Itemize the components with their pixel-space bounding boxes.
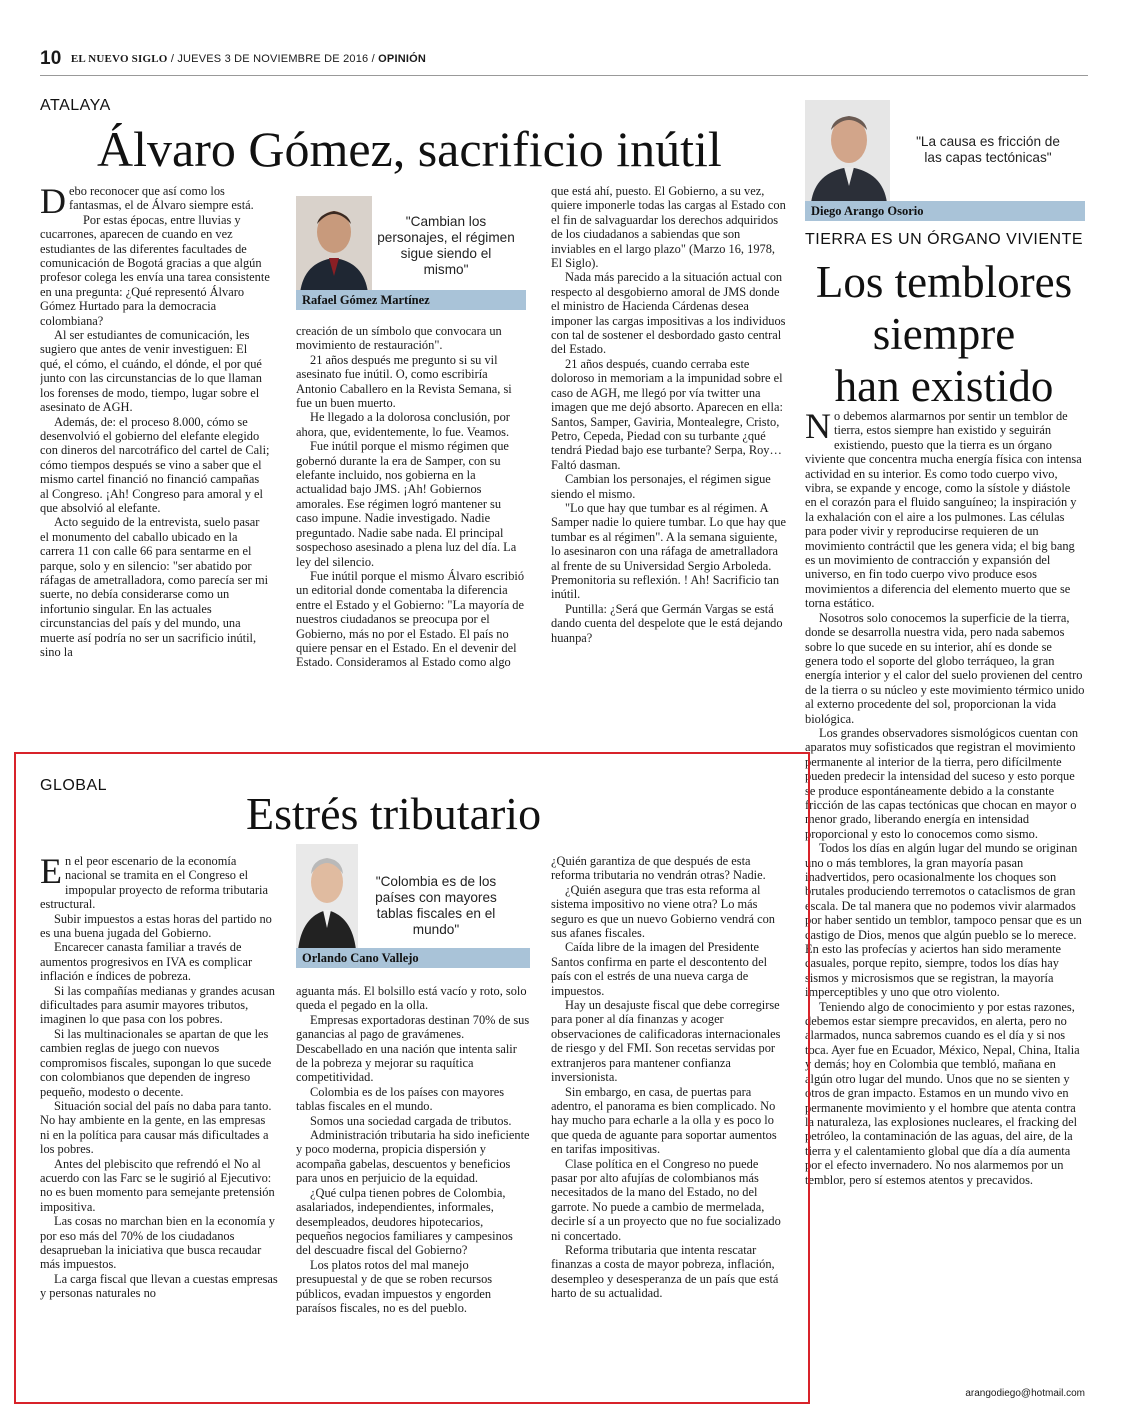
header-rule <box>40 75 1088 76</box>
paragraph: 21 años después, cuando cerraba este doloroso in memoriam a la impunidad sobre el caso de AGH, me llegó por vía twitter una imagen que me dejó absorto. Aparecen en ella: Santos, Samper, Gaviria, Montealegre, Cristo, Petro, Cepeda, Piedad con su turbante ¿qué tendrá Piedad bajo ese turbante? Serpa, Roy…Faltó dasman. <box>551 356 783 472</box>
paragraph: n el peor escenario de la economía nacional se tramita en el Congreso el impopular proyecto de reforma tributaria estructural. <box>40 854 268 912</box>
paragraph: Nada más parecido a la situación actual con respecto al desgobierno amoral de JMS donde el ministro de Hacienda Cárdenas desea imponer las cargas impositivas a los individuos con tal de sostener el desbordado gasto central del Estado. <box>551 270 786 357</box>
paragraph: Todos los días en algún lugar del mundo se originan uno o más temblores, la gran mayoría pasan inadvertidos, pero ocasionalmente los choques son brutales produciendo terremotos o cataclismos de gran escala. De tal manera que no podemos vivir alarmados por haber sentido un temblor, tampoco pensar que es un castigo de Dios, menos que algún pueblo se lo merece. En esto las profecías y aciertos han sido meramente casuales, porque repito, siempre, todos los días hay sismos y microsismos que se registran, la mayoría imperceptibles y uno que otro violento. <box>805 841 1082 1000</box>
paragraph: He llegado a la dolorosa conclusión, por ahora, que, evidentemente, lo fue. Veamos. <box>296 410 510 439</box>
paragraph: Puntilla: ¿Será que Germán Vargas se está dando cuenta del despelote que le está dejando huanpa? <box>551 601 783 645</box>
paragraph: que está ahí, puesto. El Gobierno, a su vez, quiere imponerle todas las cargas al Estado con el fin de salvaguardar los derechos adquiridos de los ciudadanos a sabiendas que son inviables en el largo plazo" (Marzo 16, 1978, El Siglo). <box>551 184 786 271</box>
paragraph: Subir impuestos a estas horas del partido no es una buena jugada del Gobierno. <box>40 911 272 941</box>
paragraph: Clase política en el Congreso no puede pasar por alto afujías de colombianos más necesitados de la mano del Estado, no del garrote. No puede a cambio de mermelada, decirle sí a un proyecto que no fue socializado ni concertado. <box>551 1156 781 1243</box>
paragraph: Al ser estudiantes de comunicación, les sugiero que antes de venir investiguen: El qué, el cómo, el cuándo, el dónde, el por qué junto con las circunstancias de lo que llaman los forenses de modo, tiempo, lugar sobre el asesinato de AGH. <box>40 328 262 415</box>
paragraph: Por estas épocas, entre lluvias y cucarrones, aparecen de cuando en vez estudiantes de las diferentes facultades de comunicación de Bogotá gracias a que algún profesor colega les envía una tarea consistente en una pregunta: ¿Qué representó Álvaro Gómez Hurtado para la democracia colombiana? <box>40 212 270 328</box>
author-photo <box>805 100 890 203</box>
paragraph: ¿Quién asegura que tras esta reforma al sistema impositivo no viene otra? Lo más seguro es que un nuevo Gobierno vendrá con sus afanes fiscales. <box>551 882 775 941</box>
paragraph: Los platos rotos del mal manejo presupuestal y de que se roben recursos públicos, evadan impuestos y engorden paraísos fiscales, no es del pueblo. <box>296 1257 493 1315</box>
article3-pull-quote: "Colombia es de los países con mayores tablas fiscales en el mundo" <box>375 874 497 937</box>
article1-author-name: Rafael Gómez Martínez <box>296 290 526 310</box>
dropcap: D <box>40 184 66 221</box>
paragraph: aguanta más. El bolsillo está vacío y roto, solo queda el pegado en la olla. <box>296 984 527 1013</box>
paragraph: Cambian los personajes, el régimen sigue siendo el mismo. <box>551 472 771 501</box>
article3-author-name: Orlando Cano Vallejo <box>296 948 530 968</box>
article3-kicker: GLOBAL <box>40 777 108 794</box>
paragraph: ¿Quién garantiza de que después de esta reforma tributaria no vendrán otras? Nadie. <box>551 854 766 883</box>
author-email: arangodiego@hotmail.com <box>965 1388 1085 1399</box>
article1-column-1 <box>40 184 270 740</box>
dropcap: E <box>40 854 62 891</box>
paragraph: Si las compañías medianas y grandes acusan dificultades para asumir mayores tributos, imaginen lo que pasa con los pobres. <box>40 983 275 1027</box>
paragraph: Situación social del país no daba para tanto. No hay ambiente en la gente, en las empresas ni en la política para causar más dificultades a los pobres. <box>40 1098 272 1157</box>
author-photo <box>296 844 358 950</box>
article1-title: Álvaro Gómez, sacrificio inútil <box>97 121 722 177</box>
paragraph: La carga fiscal que llevan a cuestas empresas y personas naturales no <box>40 1271 278 1301</box>
article2-pull-quote: "La causa es fricción de las capas tectónicas" <box>916 134 1060 165</box>
article1-column-3 <box>551 184 787 740</box>
paragraph: Si las multinacionales se apartan de que les cambien reglas de juego con nuevos compromisos fiscales, supongan lo que sucede con colombianos que dependen de ingreso pequeño, modesto o decente. <box>40 1026 272 1099</box>
person-portrait-icon <box>296 844 358 950</box>
paragraph: 21 años después me pregunto si su vil asesinato fue inútil. O, como escribiría Antonio Caballero en la Revista Semana, si fue un buen muerto. <box>296 352 512 411</box>
person-portrait-icon <box>805 100 890 203</box>
separator: / <box>371 53 379 65</box>
paragraph: Fue inútil porque el mismo Álvaro escribió un editorial donde comentaba la diferencia entre el Estado y el Gobierno: "La mayoría de nuestros ciudadanos se preocupa por el Gobierno, más no por el Estado. El país no quiere pensar en el Estado. En el devenir del Estado. Consideramos al Estado como algo <box>296 568 525 670</box>
dropcap: N <box>805 409 831 446</box>
separator: / <box>170 53 178 65</box>
paragraph: Sin embargo, en casa, de puertas para adentro, el panorama es bien complicado. No hay mucho para echarle a la olla y es poco lo que queda de aguante para soportar aumentos en tarifas impositivas. <box>551 1084 777 1157</box>
paragraph: Reforma tributaria que intenta rescatar finanzas a costa de mayor pobreza, inflación, desempleo y desesperanza de un país que está harto de su actualidad. <box>551 1242 779 1301</box>
page-number: 10 <box>40 48 62 69</box>
paragraph: o debemos alarmarnos por sentir un temblor de tierra, estos siempre han existido y seguirán existiendo, puesto que la tierra es un órgano viviente que concentra mucha energía física con intensa actividad en su interior. Es como todo cuerpo vivo, vibra, se expande y encoge, como la sístole y diástole en el corazón para el fluido sanguíneo; la inspiración y la exhalación con el aire a los pulmones. Las células para poder vivir y reproducirse requieren de un movimiento contráctil que les genera vida; el big bang es un movimiento de contracción y expansión del universo, en fin todo cuerpo vivo produce esos movimientos a diferencia del elemento muerto que se torna estático. <box>805 409 1082 611</box>
paragraph: Caída libre de la imagen del Presidente Santos confirma en parte el descontento del país con el estrés de una nueva carga de impuestos. <box>551 940 768 998</box>
article3-column-3 <box>551 854 787 1398</box>
page-header <box>40 48 426 70</box>
section-name: OPINIÓN <box>378 53 427 65</box>
article2-column <box>805 409 1085 1381</box>
article3-column-2 <box>296 984 530 1398</box>
title-line: Los temblores <box>815 257 1073 307</box>
article3-title: Estrés tributario <box>246 788 542 839</box>
title-line: han existido <box>834 361 1054 411</box>
article2-author-name: Diego Arango Osorio <box>805 201 1085 221</box>
paragraph: Colombia es de los países con mayores tablas fiscales en el mundo. <box>296 1084 505 1114</box>
paragraph: Las cosas no marchan bien en la economía y por eso más del 70% de los ciudadanos desaprueban la iniciativa que busca recaudar más impuestos. <box>40 1214 275 1272</box>
paragraph: Administración tributaria ha sido ineficiente y poco moderna, propicia dispersión y acompaña gabelas, descuentos y beneficios para unos en perjuicio de la equidad. <box>296 1128 530 1186</box>
article2-title <box>798 256 1090 412</box>
issue-date: JUEVES 3 DE NOVIEMBRE DE 2016 <box>177 53 369 65</box>
paragraph: Empresas exportadoras destinan 70% de sus ganancias al pago de gravámenes. Descabellado en una nación que intenta salir de la pobreza y mejorar su raquítica competitividad. <box>296 1012 530 1085</box>
newspaper-name: EL NUEVO SIGLO <box>70 53 168 65</box>
paragraph: "Lo que hay que tumbar es al régimen. A Samper nadie lo quiere tumbar. Lo que hay que tumbar es al régimen". A la semana siguiente, lo asesinaron con una ráfaga de ametralladora al frente de su Universidad Sergio Arboleda. Premonitoria su reflexión. ! Ah! Sacrificio tan inútil. <box>551 500 787 602</box>
article2-kicker: TIERRA ES UN ÓRGANO VIVIENTE <box>805 231 1084 248</box>
article1-column-2 <box>296 324 526 740</box>
paragraph: Encarecer canasta familiar a través de aumentos progresivos en IVA es complicar inflación e índices de pobreza. <box>40 940 253 984</box>
paragraph: Antes del plebiscito que refrendó el No al acuerdo con las Farc se le sugirió al Ejecutivo: no es buen momento para semejante pretensión impositiva. <box>40 1156 275 1214</box>
author-photo <box>296 196 372 293</box>
paragraph: Acto seguido de la entrevista, suelo pasar el monumento del caballo ubicado en la carrera 11 con calle 66 para sentarme en el parque, solo y en silencio: "ser abatido por ráfagas de ametralladora, como parecía ser mi suerte, no debía considerarse como un infortunio singular. En las actuales circunstancias del país y del mundo, una muerte así podría no ser un sacrificio inútil, sino la <box>40 515 269 659</box>
paragraph: Somos una sociedad cargada de tributos. <box>310 1113 512 1128</box>
article1-pull-quote: "Cambian los personajes, el régimen sigue siendo el mismo" <box>377 214 515 277</box>
title-line: siempre <box>872 309 1016 359</box>
paragraph: Fue inútil porque el mismo régimen que gobernó durante la era de Samper, con su elefante incluido, nos gobierna en la actualidad bajo JMS. ¡Ah! Gobiernos amorales. Ese régimen logró mantener su caso impune. Nadie investigado. Nadie preguntado. Nadie sabe nada. El principal sospechoso asesinado a plena luz del día. La ley del silencio. <box>296 439 517 569</box>
article1-kicker: ATALAYA <box>40 97 111 114</box>
paragraph: ¿Qué culpa tienen pobres de Colombia, asalariados, independientes, informales, desempleados, deudores hipotecarios, pequeños negocios familiares y campesinos del descuadre fiscal del Gobierno? <box>296 1185 513 1258</box>
paragraph: creación de un símbolo que convocara un movimiento de restauración". <box>296 324 502 353</box>
paragraph: Además, de: el proceso 8.000, cómo se desenvolvió el gobierno del elefante elegido con dineros del narcotráfico del cartel de Cali; cómo tiempos después se vino a saber que el mismo cartel financió no financió campañas al Congreso. ¡Ah! Congreso para amoral y el que absolvió al elefante. <box>40 414 270 515</box>
paragraph: Teniendo algo de conocimiento y por estas razones, debemos estar siempre precavidos, en alerta, pero no alarmados, nunca sabremos cuando es el día y si nos toca. Ayer fue en Ecuador, México, Nepal, China, Italia y demás; hoy en Colombia que tembló, mañana en algún otro lugar del mundo. Unos que no se sienten y otros de gran impacto. Estamos en un mundo vivo en permanente movimiento y el hombre que atenta contra la naturaleza, las explosiones nucleares, el fracking del petróleo, la contaminación de las aguas, del aire, de la tierra y el calentamiento global que día a día aumenta por el efecto invernadero. No nos alarmemos por un temblor, pero sí estemos atentos y precavidos. <box>805 999 1080 1187</box>
person-portrait-icon <box>296 196 372 293</box>
paragraph: Nosotros solo conocemos la superficie de la tierra, donde se desarrolla nuestra vida, pero nada sabemos sobre lo que sucede en su interior, ahí es donde se genera todo el soporte del globo terráqueo, la gran energía interior y el calor del suelo provienen del centro de la tierra o su núcleo y este movimiento térmico unido al externo procedente del sol, proporcionan la vida biológica. <box>805 610 1085 726</box>
paragraph: Hay un desajuste fiscal que debe corregirse para poner al día finanzas y acoger observaciones de calificadoras internacionales de riesgo y del FMI. Son recetas servidas por extranjeros para mantener confianza inversionista. <box>551 998 781 1085</box>
paragraph: Los grandes observadores sismológicos cuentan con aparatos muy sofisticados que registran el movimiento permanente al interior de la tierra, pero difícilmente pueden predecir la intensidad del suceso y esto porque se produce espontáneamente debido a la constante fricción de las capas tectónicas que chocan en mayor o menor grado, liberando energía en intensidad proporcional y esto lo conocemos como sismo. <box>805 725 1079 841</box>
article3-column-1 <box>40 854 278 1398</box>
paragraph: ebo reconocer que así como los fantasmas, el de Álvaro siempre está. <box>69 184 254 213</box>
